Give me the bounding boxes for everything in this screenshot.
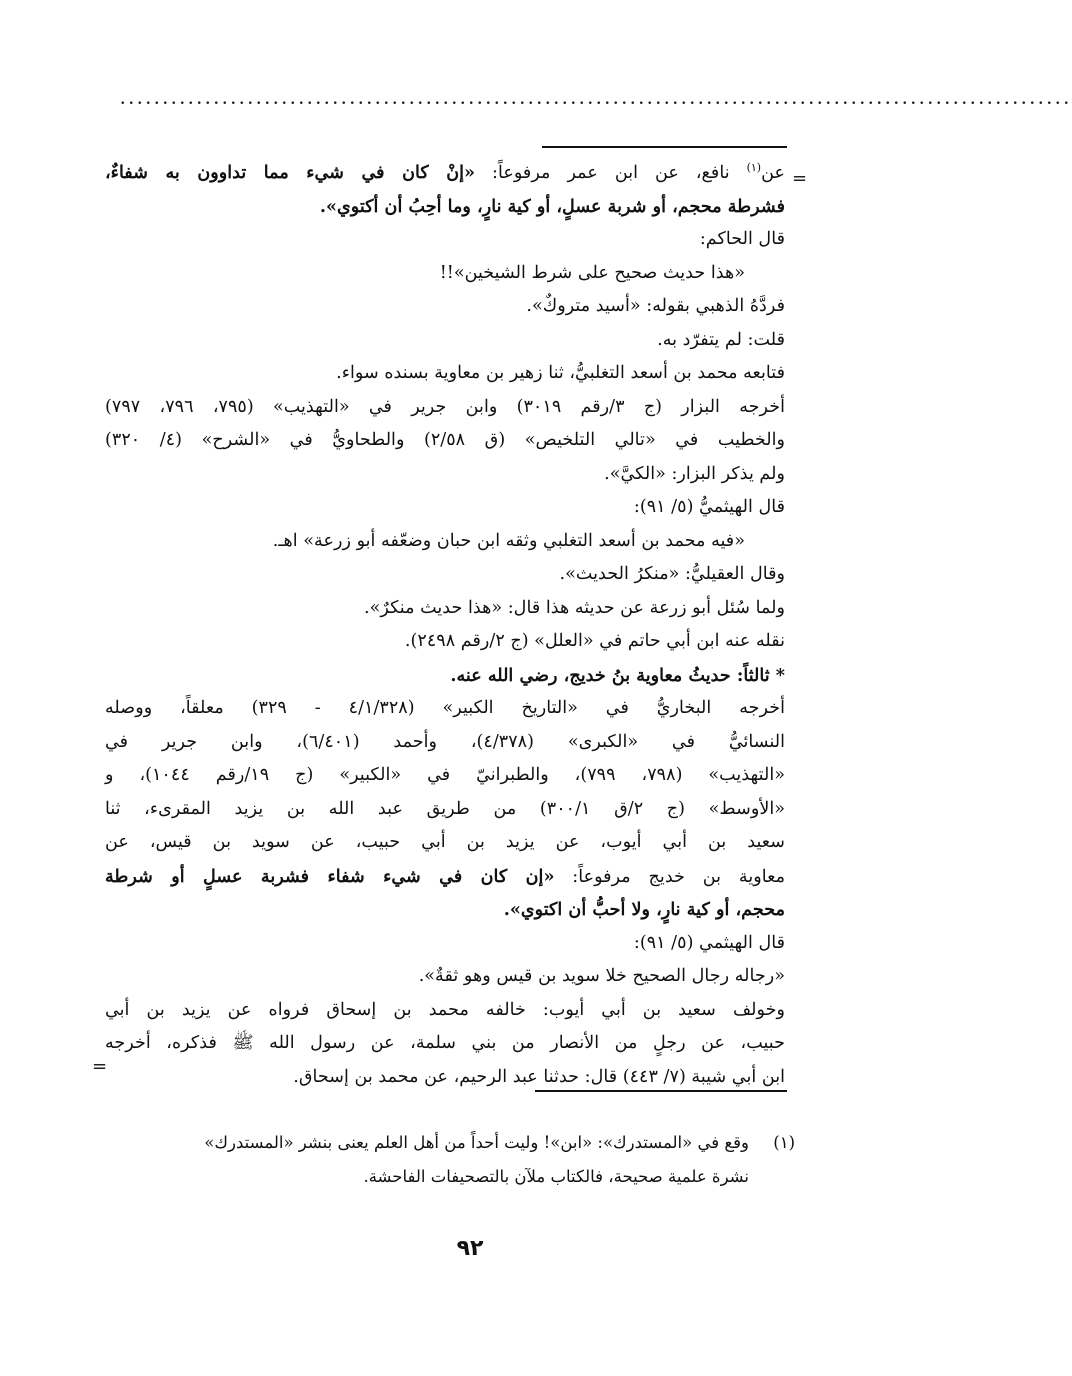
text-line-9: والخطيب في «تالي التلخيص» (ق ٢/٥٨) والطحاويُّ في «الشرح» (٤/ ٣٢٠) <box>105 430 785 450</box>
text-line-15: نقله عنه ابن أبي حاتم في «العلل» (ج ٢/رقم ٢٤٩٨). <box>404 631 785 651</box>
footnote-number: (١) <box>773 1133 795 1152</box>
text-line-25: «رجاله رجال الصحيح خلا سويد بن قيس وهو ثقةٌ». <box>418 966 785 986</box>
footnote-line-1 <box>105 1124 795 1158</box>
footnotes <box>105 1124 795 1191</box>
continuation-marker-top: = <box>792 168 808 189</box>
text-line-13: وقال العقيليُّ: «منكرُ الحديث». <box>559 564 785 584</box>
header-dotted-rule: ................................................................................................................ <box>120 84 1072 109</box>
text-line-7: فتابعه محمد بن أسعد التغلبيُّ، ثنا زهير بن معاوية بسنده سواء. <box>336 363 785 383</box>
continuation-marker-bottom: = <box>92 1056 108 1077</box>
text-line-28: ابن أبي شيبة (٧/ ٤٤٣) قال: حدثنا عبد الرحيم، عن محمد بن إسحاق. <box>293 1066 785 1087</box>
text-line-8: أخرجه البزار (ج ٣/رقم ٣٠١٩) وابن جرير في «التهذيب» (٧٩٥، ٧٩٦، ٧٩٧) <box>105 396 785 417</box>
text-line-11: قال الهيثميُّ (٥/ ٩١): <box>633 497 785 517</box>
text-line-10: ولم يذكر البزار: «الكيَّ». <box>604 463 785 484</box>
text-line-19: «التهذيب» (٧٩٨، ٧٩٩)، والطبرانيّ في «الكبير» (ج ١٩/رقم ١٠٤٤)، و <box>105 765 785 785</box>
hadith-quote: «إن كان في شيء شفاء فشربة عسلٍ أو شرطة <box>105 865 555 887</box>
footnote-text: وقع في «المستدرك»: «ابن»! وليت أحداً من أهل العلم يعنى بنشر «المستدرك» <box>204 1133 749 1152</box>
text-line-27: حبيب، عن رجلٍ من الأنصار من بني سلمة، عن رسول الله ﷺ فذكره، أخرجه <box>105 1033 785 1053</box>
text-line-5: فردَّهُ الذهبي بقوله: «أسيد متروكٌ». <box>526 296 785 316</box>
main-text <box>105 156 785 1094</box>
text-line-23: محجم، أو كية نارٍ، ولا أحبُّ أن اكتوي». <box>503 899 785 920</box>
text-line-3: قال الحاكم: <box>699 229 785 249</box>
text-span: نافع، عن ابن عمر مرفوعاً: <box>475 163 747 183</box>
text-line-20: «الأوسط» (ج ٢/ق ٣٠٠/١) من طريق عبد الله بن يزيد المقرىء، ثنا <box>105 798 786 819</box>
text-line-1 <box>105 156 785 190</box>
text-line-18: النسائيُّ في «الكبرى» (٤/٣٧٨)، وأحمد (٦/٤٠١)، وابن جرير في <box>105 731 785 752</box>
text-line-12: «فيه محمد بن أسعد التغلبي وثقه ابن حبان وضعّفه أبو زرعة» اهـ. <box>272 530 745 551</box>
text-line-17: أخرجه البخاريُّ في «التاريخ الكبير» (٤/١/٣٢٨ - ٣٢٩) معلقاً، ووصله <box>105 698 785 718</box>
text-line-26: وخولف سعيد بن أبي أيوب: خالفه محمد بن إسحاق فرواه عن يزيد بن أبي <box>105 999 785 1020</box>
footnote-ref[interactable]: (١) <box>746 161 762 175</box>
text-line-4: «هذا حديث صحيح على شرط الشيخين»!! <box>439 262 745 283</box>
text-line-2: فشرطة محجم، أو شربة عسلٍ، أو كية نارٍ، وما أحِبُ أن أكتوي». <box>319 195 785 217</box>
top-short-rule <box>542 146 787 148</box>
text-line-21: سعيد بن أبي أيوب، عن يزيد بن أبي حبيب، عن سويد بن قيس، عن <box>105 832 785 852</box>
text-span: عن <box>761 163 785 183</box>
page-number: ٩٢ <box>456 1236 484 1261</box>
text-line-24: قال الهيثمي (٥/ ٩١): <box>633 932 785 953</box>
footnote-separator <box>535 1090 787 1092</box>
hadith-quote: «إنْ كان في شيء مما تداوون به شفاءٌ، <box>105 162 476 183</box>
text-line-14: ولما سُئل أبو زرعة عن حديثه هذا قال: «هذا حديث منكرٌ». <box>364 597 785 618</box>
section-heading: * ثالثاً: حديثُ معاوية بنُ خديج، رضي الله عنه. <box>450 664 785 686</box>
text-span: معاوية بن خديج مرفوعاً: <box>554 866 786 887</box>
footnote-line-2: نشرة علمية صحيحة، فالكتاب ملآن بالتصحيفات الفاحشة. <box>363 1166 749 1186</box>
text-line-6: قلت: لم يتفرّد به. <box>657 329 785 350</box>
text-line-22 <box>105 860 785 894</box>
